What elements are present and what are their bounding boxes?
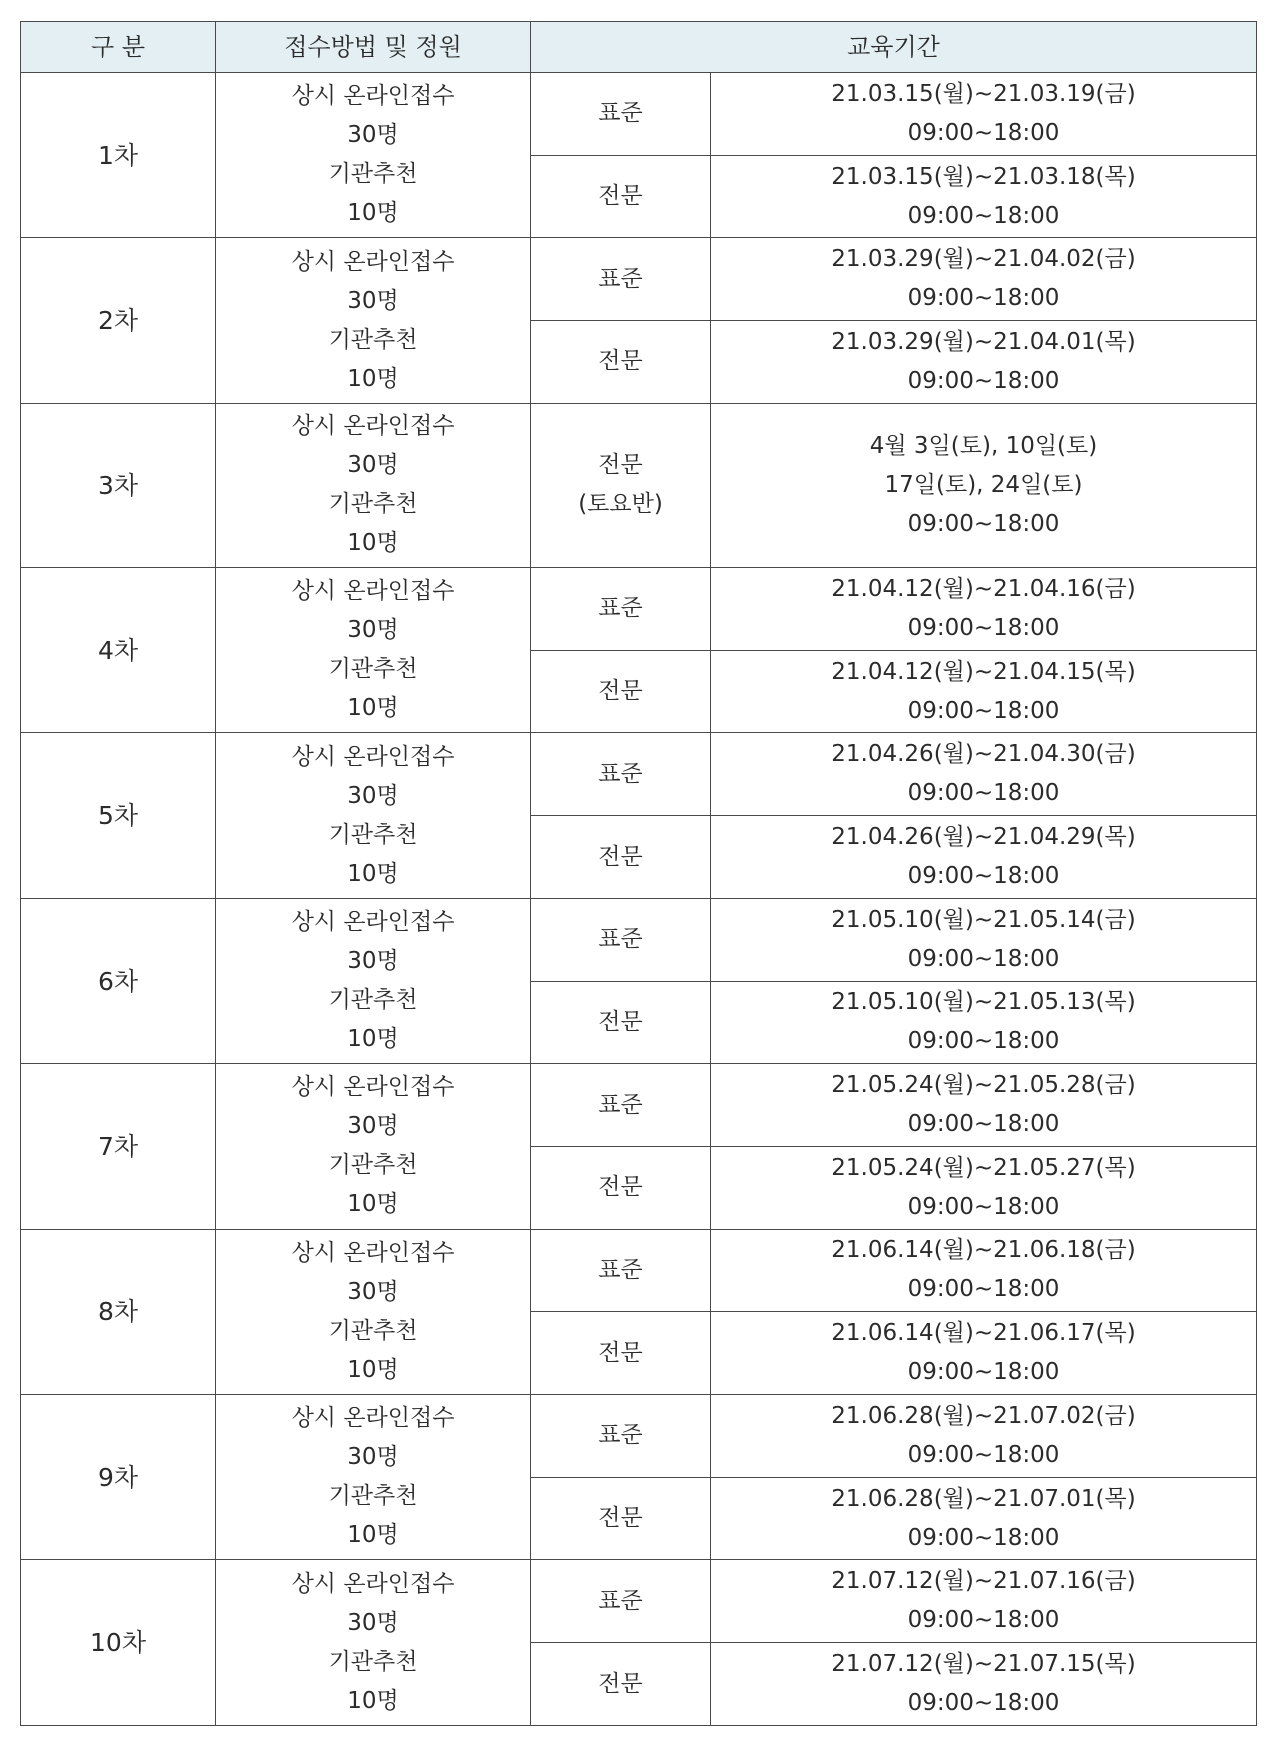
date-line: 09:00~18:00 — [907, 1028, 1060, 1055]
course-type — [531, 733, 711, 816]
method-cell — [216, 73, 531, 238]
method-cell — [216, 403, 531, 567]
course-type — [531, 321, 711, 404]
course-type — [531, 1146, 711, 1229]
course-type — [531, 73, 711, 156]
course-type-line: 표준 — [598, 595, 643, 622]
table-row — [21, 1394, 1257, 1477]
date-line: 17일(토), 24일(토) — [884, 471, 1083, 498]
date-line: 21.03.29(월)~21.04.01(목) — [831, 328, 1136, 355]
method-line: 기관추천 — [328, 821, 418, 848]
course-dates — [711, 1229, 1257, 1312]
table-row — [21, 403, 1257, 567]
method-line: 기관추천 — [328, 1483, 418, 1510]
date-line: 21.06.28(월)~21.07.02(금) — [831, 1402, 1136, 1429]
table-row — [21, 238, 1257, 321]
method-line: 상시 온라인접수 — [291, 1570, 455, 1597]
course-dates — [711, 73, 1257, 156]
course-type — [531, 403, 711, 567]
method-line: 30명 — [347, 1444, 399, 1471]
date-line: 21.04.26(월)~21.04.29(목) — [831, 824, 1136, 850]
table-body — [21, 73, 1257, 1726]
date-line: 21.03.29(월)~21.04.02(금) — [831, 246, 1136, 273]
method-line: 기관추천 — [328, 987, 418, 1014]
date-line: 09:00~18:00 — [907, 614, 1060, 641]
course-dates — [711, 981, 1257, 1064]
course-type — [531, 1394, 711, 1477]
method-cell — [216, 733, 531, 898]
method-line: 10명 — [347, 695, 399, 722]
course-dates — [711, 1477, 1257, 1560]
date-line: 09:00~18:00 — [907, 1607, 1060, 1634]
method-line: 상시 온라인접수 — [291, 1405, 455, 1432]
date-line: 09:00~18:00 — [907, 119, 1060, 146]
course-dates — [711, 1643, 1257, 1726]
method-line: 30명 — [347, 122, 399, 149]
course-type — [531, 981, 711, 1064]
course-type-line: 전문 — [598, 452, 643, 479]
session-label: 3차 — [21, 403, 216, 567]
method-line: 10명 — [347, 1522, 399, 1549]
date-line: 21.06.14(월)~21.06.18(금) — [831, 1237, 1136, 1264]
method-line: 기관추천 — [328, 656, 418, 683]
method-line: 30명 — [347, 452, 399, 479]
method-cell — [216, 1560, 531, 1726]
method-line: 기관추천 — [328, 1648, 418, 1675]
table-row — [21, 898, 1257, 981]
date-line: 21.05.24(월)~21.05.28(금) — [831, 1072, 1136, 1099]
course-type-line: 전문 — [598, 843, 643, 870]
method-line: 상시 온라인접수 — [291, 83, 455, 110]
header-method: 접수방법 및 정원 — [216, 22, 531, 73]
course-dates — [711, 403, 1257, 567]
date-line: 09:00~18:00 — [907, 1276, 1060, 1303]
date-line: 09:00~18:00 — [907, 1441, 1060, 1468]
course-type-line: 표준 — [598, 760, 643, 787]
date-line: 09:00~18:00 — [907, 945, 1060, 972]
method-line: 기관추천 — [328, 491, 418, 518]
course-type — [531, 816, 711, 899]
course-type-line: 전문 — [598, 1339, 643, 1366]
date-line: 21.05.10(월)~21.05.13(목) — [831, 989, 1136, 1016]
method-line: 상시 온라인접수 — [291, 578, 455, 605]
date-line: 09:00~18:00 — [907, 863, 1060, 889]
date-line: 09:00~18:00 — [907, 697, 1060, 724]
course-dates — [711, 650, 1257, 733]
course-type — [531, 568, 711, 651]
method-line: 10명 — [347, 200, 399, 227]
session-label: 1차 — [21, 73, 216, 238]
course-dates — [711, 1146, 1257, 1229]
table-row — [21, 73, 1257, 156]
course-type — [531, 1643, 711, 1726]
date-line: 21.06.28(월)~21.07.01(목) — [831, 1485, 1136, 1512]
method-cell — [216, 568, 531, 733]
date-line: 21.04.12(월)~21.04.16(금) — [831, 575, 1136, 602]
method-line: 10명 — [347, 530, 399, 557]
date-line: 4월 3일(토), 10일(토) — [869, 432, 1098, 459]
date-line: 21.03.15(월)~21.03.19(금) — [831, 80, 1136, 107]
method-line: 기관추천 — [328, 1317, 418, 1344]
method-line: 30명 — [347, 948, 399, 975]
method-line: 상시 온라인접수 — [291, 743, 455, 770]
date-line: 09:00~18:00 — [907, 1690, 1060, 1717]
course-dates — [711, 1312, 1257, 1395]
method-line: 30명 — [347, 1113, 399, 1140]
method-line: 기관추천 — [328, 161, 418, 188]
header-session: 구 분 — [21, 22, 216, 73]
course-type — [531, 1477, 711, 1560]
date-line: 21.04.12(월)~21.04.15(목) — [831, 658, 1136, 685]
date-line: 21.05.24(월)~21.05.27(목) — [831, 1154, 1136, 1181]
method-line: 상시 온라인접수 — [291, 909, 455, 936]
course-type — [531, 1560, 711, 1643]
method-line: 10명 — [347, 1026, 399, 1053]
course-type-line: 표준 — [598, 1256, 643, 1283]
date-line: 09:00~18:00 — [907, 510, 1060, 537]
course-type — [531, 898, 711, 981]
course-type — [531, 238, 711, 321]
session-label: 2차 — [21, 238, 216, 403]
header-period: 교육기간 — [531, 22, 1257, 73]
course-type — [531, 1312, 711, 1395]
course-dates — [711, 898, 1257, 981]
course-type-line: 표준 — [598, 1422, 643, 1449]
method-line: 30명 — [347, 782, 399, 809]
method-line: 30명 — [347, 1609, 399, 1636]
date-line: 21.07.12(월)~21.07.16(금) — [831, 1568, 1136, 1595]
course-dates — [711, 568, 1257, 651]
method-cell — [216, 1394, 531, 1559]
course-dates — [711, 321, 1257, 404]
course-type-line: 전문 — [598, 1174, 643, 1201]
course-type-line: 표준 — [598, 265, 643, 292]
method-line: 30명 — [347, 1278, 399, 1305]
course-dates — [711, 1394, 1257, 1477]
date-line: 09:00~18:00 — [907, 1359, 1060, 1386]
date-line: 09:00~18:00 — [907, 285, 1060, 312]
date-line: 09:00~18:00 — [907, 1524, 1060, 1551]
course-dates — [711, 816, 1257, 899]
method-line: 10명 — [347, 1356, 399, 1383]
course-type — [531, 1064, 711, 1147]
schedule-table — [20, 21, 1257, 1726]
method-line: 상시 온라인접수 — [291, 248, 455, 275]
table-row — [21, 1560, 1257, 1643]
method-line: 기관추천 — [328, 1152, 418, 1179]
date-line: 09:00~18:00 — [907, 202, 1060, 229]
course-dates — [711, 1560, 1257, 1643]
course-dates — [711, 238, 1257, 321]
method-line: 10명 — [347, 1191, 399, 1218]
date-line: 09:00~18:00 — [907, 780, 1060, 807]
course-type-line: 전문 — [598, 183, 643, 210]
table-row — [21, 733, 1257, 816]
method-cell — [216, 1064, 531, 1229]
method-line: 상시 온라인접수 — [291, 1074, 455, 1101]
course-type-line: 전문 — [598, 1008, 643, 1035]
date-line: 09:00~18:00 — [907, 1193, 1060, 1220]
method-line: 상시 온라인접수 — [291, 413, 455, 440]
table-header — [21, 22, 1257, 73]
session-label: 5차 — [21, 733, 216, 898]
course-type-line: 표준 — [598, 1587, 643, 1614]
method-line: 10명 — [347, 1687, 399, 1714]
course-dates — [711, 1064, 1257, 1147]
session-label: 7차 — [21, 1064, 216, 1229]
method-cell — [216, 1229, 531, 1394]
session-label: 6차 — [21, 898, 216, 1063]
date-line: 21.06.14(월)~21.06.17(목) — [831, 1320, 1136, 1347]
method-cell — [216, 898, 531, 1063]
method-line: 30명 — [347, 617, 399, 644]
date-line: 09:00~18:00 — [907, 367, 1060, 394]
date-line: 09:00~18:00 — [907, 1111, 1060, 1138]
session-label: 10차 — [21, 1560, 216, 1726]
method-cell — [216, 238, 531, 403]
date-line: 21.04.26(월)~21.04.30(금) — [831, 741, 1136, 768]
course-type-line: (토요반) — [578, 491, 663, 518]
course-type-line: 전문 — [598, 678, 643, 705]
table-row — [21, 1229, 1257, 1312]
method-line: 30명 — [347, 287, 399, 314]
method-line: 10명 — [347, 860, 399, 887]
course-type — [531, 650, 711, 733]
date-line: 21.03.15(월)~21.03.18(목) — [831, 163, 1136, 190]
course-type — [531, 155, 711, 238]
session-label: 9차 — [21, 1394, 216, 1559]
session-label: 4차 — [21, 568, 216, 733]
course-type-line: 표준 — [598, 100, 643, 127]
course-type — [531, 1229, 711, 1312]
method-line: 기관추천 — [328, 326, 418, 353]
course-dates — [711, 155, 1257, 238]
course-type-line: 전문 — [598, 348, 643, 375]
session-label: 8차 — [21, 1229, 216, 1394]
table-row — [21, 568, 1257, 651]
date-line: 21.07.12(월)~21.07.15(목) — [831, 1651, 1136, 1678]
table-row — [21, 1064, 1257, 1147]
course-type-line: 표준 — [598, 926, 643, 953]
course-dates — [711, 733, 1257, 816]
course-type-line: 전문 — [598, 1505, 643, 1531]
method-line: 10명 — [347, 365, 399, 392]
course-type-line: 전문 — [598, 1670, 643, 1697]
course-type-line: 표준 — [598, 1091, 643, 1118]
date-line: 21.05.10(월)~21.05.14(금) — [831, 906, 1136, 933]
method-line: 상시 온라인접수 — [291, 1239, 455, 1266]
